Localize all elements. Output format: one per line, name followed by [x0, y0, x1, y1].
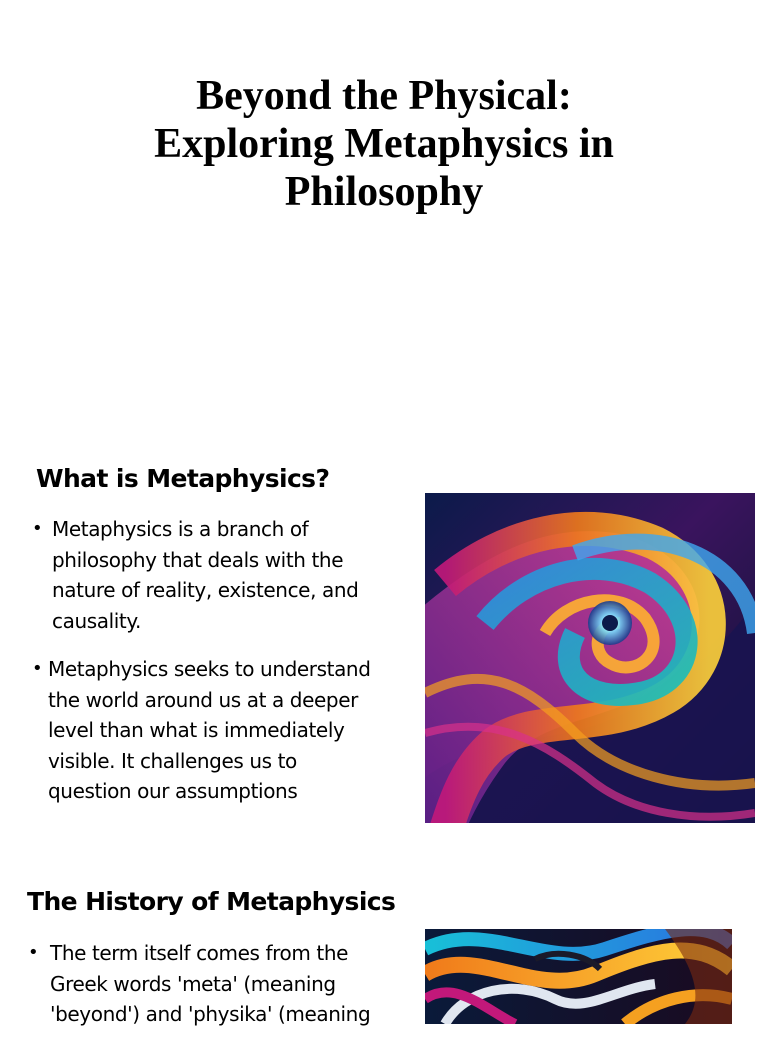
- bullet-list: [28, 938, 408, 1048]
- bullet-text-line: The term itself comes from the: [50, 941, 349, 965]
- list-item: [28, 938, 408, 1030]
- section-heading-what-is-metaphysics: What is Metaphysics?: [36, 464, 330, 493]
- title-line: Philosophy: [284, 169, 484, 215]
- bullet-text-line: Metaphysics is a branch of: [52, 517, 309, 541]
- list-item: [32, 654, 412, 807]
- title-line: Beyond the Physical:: [196, 73, 572, 119]
- bullet-text-line: 'beyond') and 'physika' (meaning: [50, 1002, 371, 1026]
- bullet-text-line: philosophy that deals with the: [52, 547, 344, 572]
- bullet-text-line: causality.: [52, 608, 141, 633]
- bullet-text-line: nature of reality, existence, and: [52, 578, 359, 602]
- bullet-text-line: visible. It challenges us to: [48, 748, 297, 773]
- list-item: [32, 514, 412, 636]
- bullet-marker: •: [32, 518, 43, 539]
- bullet-text-line: question our assumptions: [48, 779, 298, 803]
- bullet-text-line: Metaphysics seeks to understand: [48, 657, 371, 681]
- bullet-marker: •: [32, 658, 43, 679]
- bullet-text-line: level than what is immediately: [48, 718, 345, 742]
- section-heading-history-of-metaphysics: The History of Metaphysics: [27, 887, 396, 916]
- title-line: Exploring Metaphysics in: [154, 121, 614, 167]
- page-title: [0, 72, 768, 216]
- bullet-text-line: the world around us at a deeper: [48, 687, 358, 712]
- bullet-list: [32, 514, 412, 825]
- bullet-text-line: Greek words 'meta' (meaning: [50, 971, 336, 996]
- bullet-marker: •: [28, 942, 39, 963]
- abstract-waves-image: [425, 929, 732, 1024]
- abstract-swirl-image: [425, 493, 755, 823]
